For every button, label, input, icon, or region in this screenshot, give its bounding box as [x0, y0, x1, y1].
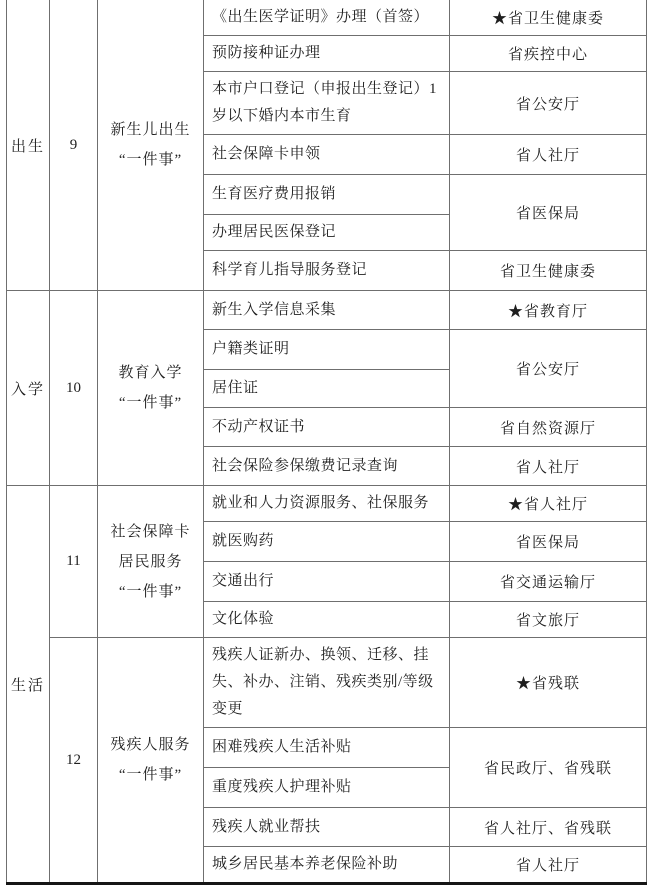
service-item-cell: 城乡居民基本养老保险补助: [204, 847, 450, 884]
service-item-cell: 户籍类证明: [204, 330, 450, 370]
service-item-cell: 科学育儿指导服务登记: [204, 251, 450, 291]
group-line: 残疾人服务: [110, 737, 191, 753]
table-row: [7, 486, 647, 522]
department-cell: 省人社厅: [450, 135, 647, 175]
service-item-cell: 就业和人力资源服务、社保服务: [204, 486, 450, 522]
group-line: 新生儿出生: [110, 122, 191, 138]
department-cell: 省自然资源厅: [450, 408, 647, 447]
service-item-cell: 本市户口登记（申报出生登记）1岁以下婚内本市生育: [204, 72, 450, 135]
service-item-cell: 重度残疾人护理补贴: [204, 768, 450, 808]
group-cell: [98, 291, 204, 486]
number-cell: 9: [50, 0, 98, 291]
department-cell: 省医保局: [450, 522, 647, 562]
service-item-cell: 新生入学信息采集: [204, 291, 450, 330]
service-item-cell: 社会保险参保缴费记录查询: [204, 447, 450, 486]
service-item-cell: 文化体验: [204, 602, 450, 638]
service-item-cell: 残疾人证新办、换领、迁移、挂失、补办、注销、残疾类别/等级变更: [204, 638, 450, 728]
department-cell: 省交通运输厅: [450, 562, 647, 602]
department-cell: 省文旅厅: [450, 602, 647, 638]
department-cell: ★省卫生健康委: [450, 0, 647, 36]
category-cell: 生活: [7, 486, 50, 884]
group-line: “一件事”: [118, 395, 183, 411]
department-cell: 省公安厅: [450, 72, 647, 135]
department-cell: 省疾控中心: [450, 36, 647, 72]
group-line: “一件事”: [118, 767, 183, 783]
table-row: [7, 638, 647, 728]
group-cell: [98, 486, 204, 638]
group-line: 居民服务: [118, 553, 183, 570]
service-item-cell: 生育医疗费用报销: [204, 175, 450, 215]
table-row: [7, 0, 647, 36]
category-cell: 入学: [7, 291, 50, 486]
department-cell: 省人社厅: [450, 847, 647, 884]
service-item-cell: 社会保障卡申领: [204, 135, 450, 175]
services-table: [6, 0, 647, 885]
group-cell: [98, 638, 204, 884]
group-line: “一件事”: [118, 152, 183, 168]
department-cell: 省人社厅: [450, 447, 647, 486]
service-item-cell: 交通出行: [204, 562, 450, 602]
department-cell: 省人社厅、省残联: [450, 808, 647, 847]
group-line: 社会保障卡: [110, 523, 191, 540]
service-item-cell: 居住证: [204, 370, 450, 408]
service-item-cell: 困难残疾人生活补贴: [204, 728, 450, 768]
department-cell: 省医保局: [450, 175, 647, 251]
service-item-cell: 《出生医学证明》办理（首签）: [204, 0, 450, 36]
number-cell: 10: [50, 291, 98, 486]
department-cell: 省卫生健康委: [450, 251, 647, 291]
department-cell: ★省残联: [450, 638, 647, 728]
number-cell: 12: [50, 638, 98, 884]
category-cell: 出生: [7, 0, 50, 291]
service-item-cell: 不动产权证书: [204, 408, 450, 447]
service-item-cell: 预防接种证办理: [204, 36, 450, 72]
service-item-cell: 办理居民医保登记: [204, 215, 450, 251]
group-cell: [98, 0, 204, 291]
department-cell: ★省人社厅: [450, 486, 647, 522]
department-cell: ★省教育厅: [450, 291, 647, 330]
service-item-cell: 就医购药: [204, 522, 450, 562]
table-row: [7, 291, 647, 330]
service-item-cell: 残疾人就业帮扶: [204, 808, 450, 847]
group-line: “一件事”: [118, 583, 183, 600]
group-line: 教育入学: [118, 365, 183, 381]
number-cell: 11: [50, 486, 98, 638]
department-cell: 省民政厅、省残联: [450, 728, 647, 808]
department-cell: 省公安厅: [450, 330, 647, 408]
